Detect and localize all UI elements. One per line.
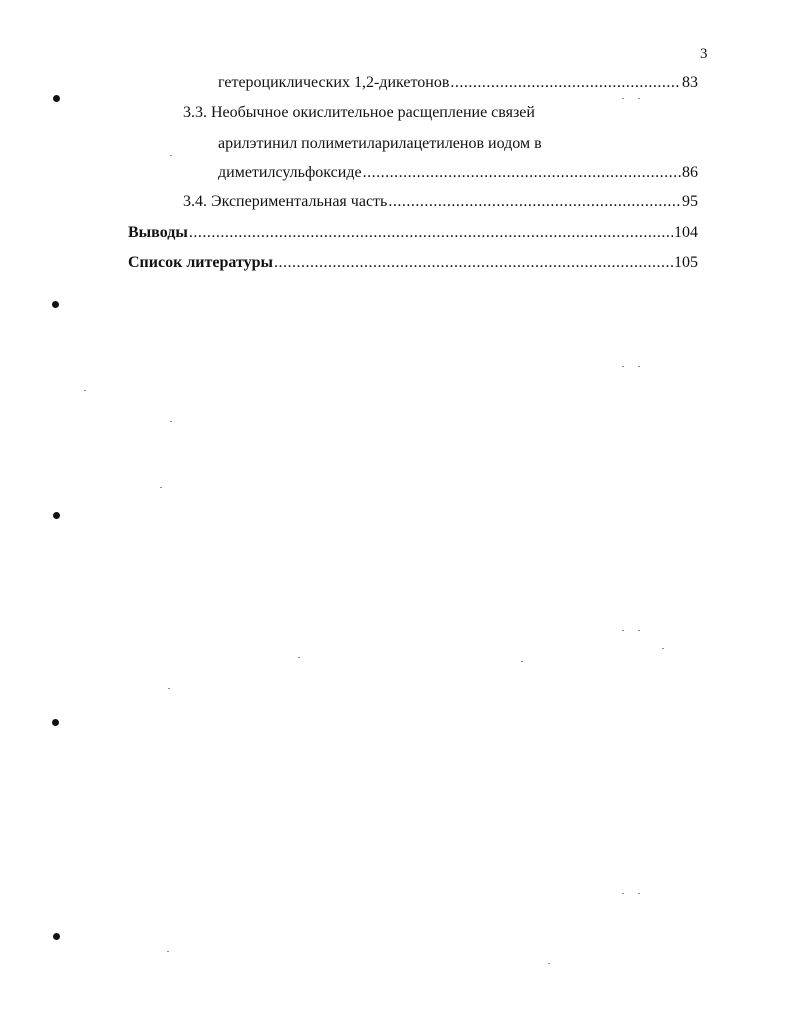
toc-entry-page: 95 — [682, 193, 698, 210]
toc-entry-conclusions — [128, 223, 698, 243]
toc-leader-dots — [274, 253, 673, 273]
scan-speck — [548, 963, 550, 964]
scan-speck — [638, 366, 640, 367]
binder-hole-mark — [53, 512, 60, 519]
scan-speck — [662, 648, 664, 649]
scan-speck — [298, 657, 300, 658]
scan-speck — [622, 366, 624, 367]
toc-entry-page: 104 — [674, 224, 698, 241]
toc-entry-title: 3.4. Экспериментальная часть — [183, 193, 388, 210]
scan-speck — [168, 688, 170, 689]
scan-speck — [622, 630, 624, 631]
toc-entry-section-3-3 — [218, 163, 698, 183]
scan-speck — [638, 893, 640, 894]
scan-speck — [521, 661, 523, 662]
binder-hole-mark — [53, 95, 60, 102]
toc-leader-dots — [189, 223, 673, 243]
scan-speck — [167, 951, 169, 952]
toc-entry-page: 83 — [682, 74, 698, 91]
toc-entry-section-3-4 — [183, 192, 698, 212]
toc-entry-title: диметилсульфоксиде — [218, 164, 362, 181]
binder-hole-mark — [52, 719, 59, 726]
scan-speck — [84, 390, 86, 391]
toc-entry-page: 105 — [674, 254, 698, 271]
toc-section-3-3-line-a: 3.3. Необычное окислительное расщепление связей — [183, 104, 535, 121]
scan-speck — [170, 421, 172, 422]
toc-entry-title: Выводы — [128, 224, 188, 241]
scan-speck — [638, 98, 640, 99]
toc-leader-dots — [450, 73, 681, 93]
scan-speck — [622, 893, 624, 894]
binder-hole-mark — [53, 933, 60, 940]
toc-entry-title: Список литературы — [128, 254, 273, 271]
scan-speck — [622, 98, 624, 99]
toc-leader-dots — [388, 192, 681, 212]
scan-speck — [638, 630, 640, 631]
toc-entry-heterocyclic-diketones — [218, 73, 698, 93]
toc-entry-title: гетероциклических 1,2-дикетонов — [218, 74, 450, 91]
scan-speck — [160, 487, 162, 488]
toc-entry-page: 86 — [682, 164, 698, 181]
toc-entry-references — [128, 253, 698, 273]
scan-speck — [170, 155, 172, 156]
toc-section-3-3-line-b: арилэтинил полиметиларилацетиленов иодом в — [218, 135, 542, 152]
toc-leader-dots — [363, 163, 681, 183]
binder-hole-mark — [52, 301, 59, 308]
page-number: 3 — [700, 46, 708, 62]
